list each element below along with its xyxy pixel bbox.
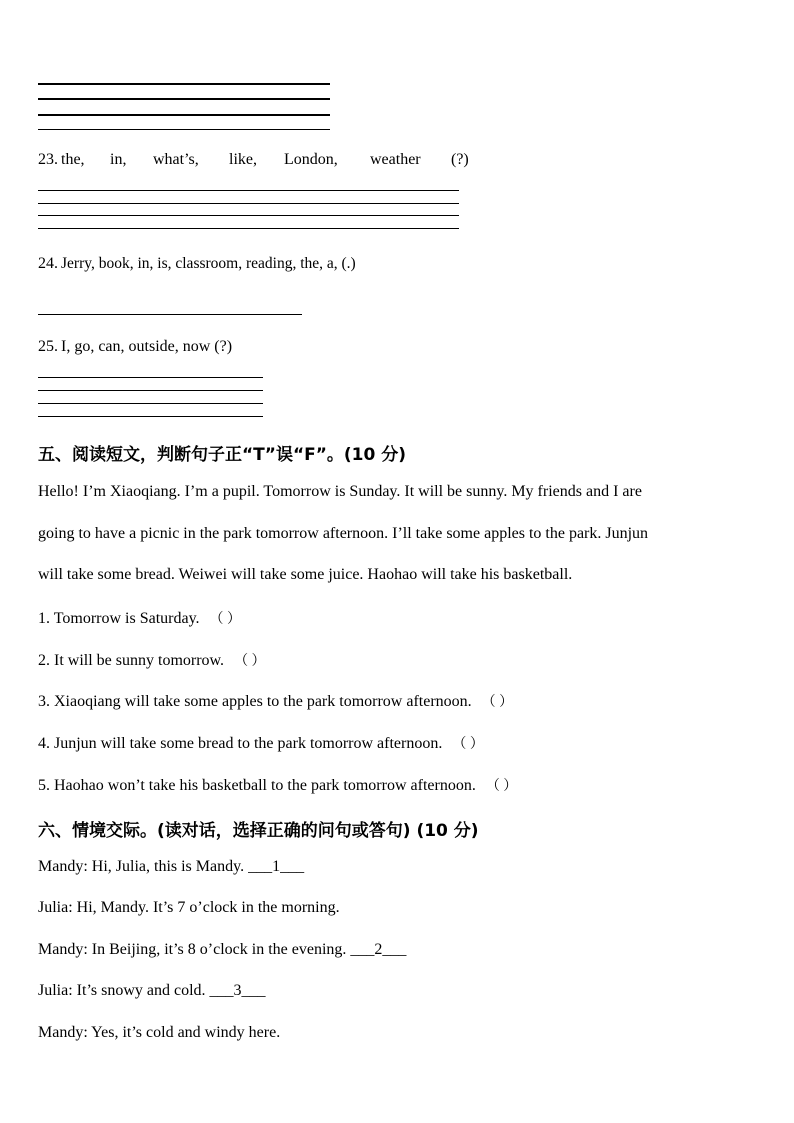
passage-line: will take some bread. Weiwei will take some juice. Haohao will take his basketball.: [38, 566, 573, 583]
dialogue-line: [38, 982, 266, 1000]
question-number: 24.: [38, 255, 58, 272]
answer-line: [38, 83, 330, 85]
scrambled-word: in,: [110, 151, 127, 168]
answer-blank[interactable]: ___3___: [209, 982, 266, 999]
answer-line: [38, 215, 459, 216]
answer-parenthesis[interactable]: （ ）: [234, 654, 266, 669]
answer-parenthesis[interactable]: （ ）: [452, 737, 484, 752]
question-text: Jerry, book, in, is, classroom, reading, the, a, (.): [61, 255, 356, 272]
question-text: 5. Haohao won’t take his basketball to the park tomorrow afternoon.: [38, 777, 476, 794]
question-text: 4. Junjun will take some bread to the park tomorrow afternoon.: [38, 735, 443, 752]
scrambled-word: what’s,: [153, 151, 199, 168]
question-text: 1. Tomorrow is Saturday.: [38, 610, 200, 627]
dialogue-line: [38, 858, 304, 876]
question-text: 2. It will be sunny tomorrow.: [38, 652, 225, 669]
dialogue-line: [38, 899, 340, 917]
true-false-question: [38, 775, 517, 795]
true-false-question: [38, 733, 484, 753]
true-false-question: [38, 650, 266, 670]
passage-line: going to have a picnic in the park tomorrow afternoon. I’ll take some apples to the park. Junjun: [38, 525, 649, 542]
dialogue-line: [38, 1024, 280, 1042]
true-false-question: [38, 691, 513, 711]
answer-line: [38, 390, 263, 391]
answer-line: [38, 98, 330, 100]
question-number: 25.: [38, 338, 58, 355]
question-number: 23.: [38, 151, 58, 168]
scrambled-word: London,: [284, 151, 338, 168]
answer-parenthesis[interactable]: （ ）: [481, 695, 514, 710]
answer-line: [38, 114, 330, 116]
answer-line: [38, 416, 263, 417]
scrambled-word: (?): [451, 151, 469, 168]
answer-blank[interactable]: ___1___: [248, 858, 305, 875]
answer-blank[interactable]: ___2___: [350, 941, 407, 958]
dialogue-text: Mandy: In Beijing, it’s 8 o’clock in the evening.: [38, 941, 351, 958]
question-text: 3. Xiaoqiang will take some apples to the park tomorrow afternoon.: [38, 693, 472, 710]
answer-line: [38, 228, 459, 229]
section-heading: 六、情境交际。(读对话，选择正确的问句或答句) (10 分): [38, 821, 479, 841]
answer-parenthesis[interactable]: （ ）: [209, 612, 242, 627]
answer-line: [38, 190, 459, 191]
answer-line: [38, 403, 263, 404]
answer-line: [38, 203, 459, 204]
dialogue-text: Julia: Hi, Mandy. It’s 7 o’clock in the morning.: [38, 899, 340, 916]
question-text: I, go, can, outside, now (?): [61, 338, 233, 355]
answer-line: [38, 377, 263, 378]
dialogue-text: Julia: It’s snowy and cold.: [38, 982, 210, 999]
answer-line: [38, 129, 330, 130]
dialogue-text: Mandy: Hi, Julia, this is Mandy.: [38, 858, 249, 875]
dialogue-line: [38, 941, 406, 959]
scrambled-word: weather: [370, 151, 421, 168]
section-heading: 五、阅读短文，判断句子正“T”误“F”。(10 分): [38, 445, 407, 465]
scrambled-word: like,: [229, 151, 257, 168]
scrambled-word: the,: [61, 151, 85, 168]
passage-line: Hello! I’m Xiaoqiang. I’m a pupil. Tomorrow is Sunday. It will be sunny. My friends and I are: [38, 483, 642, 500]
answer-line: [38, 314, 302, 315]
true-false-question: [38, 608, 241, 628]
dialogue-text: Mandy: Yes, it’s cold and windy here.: [38, 1024, 281, 1041]
answer-parenthesis[interactable]: （ ）: [485, 779, 518, 794]
